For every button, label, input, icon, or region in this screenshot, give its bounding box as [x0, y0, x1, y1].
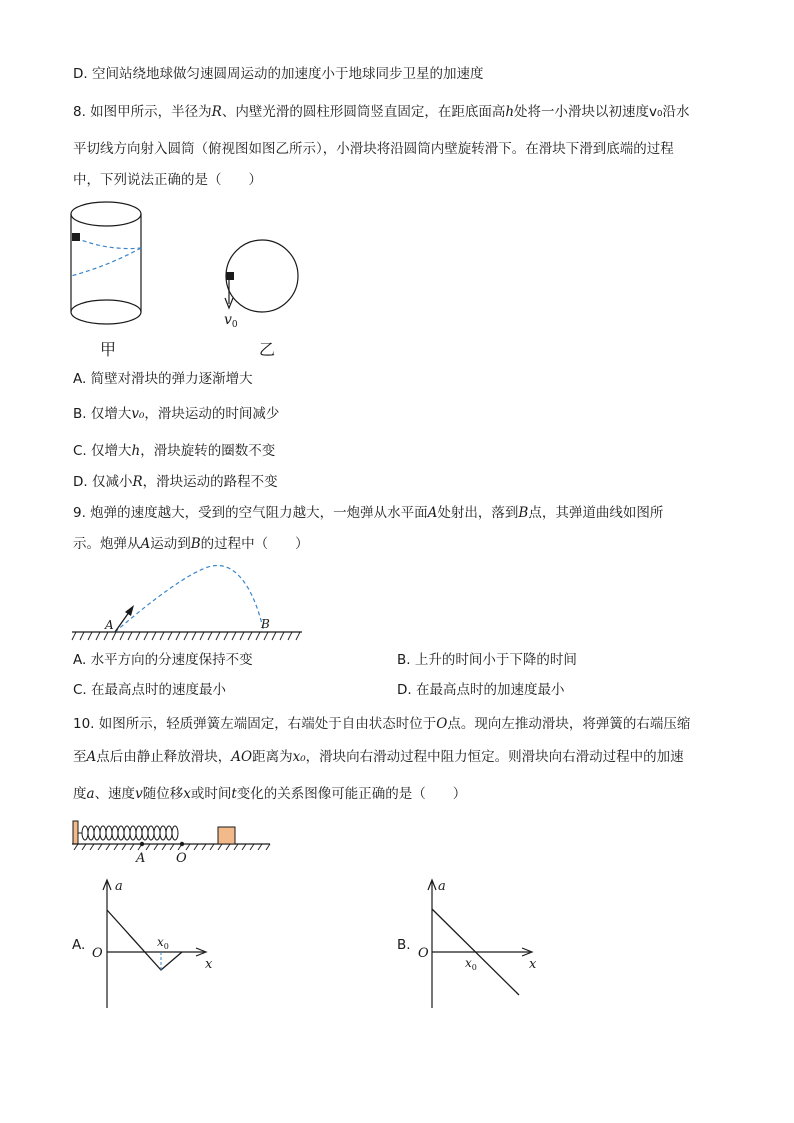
q8-label-yi: 乙 — [259, 340, 276, 359]
q8-option-c: C. 仅增大h，滑块旋转的圈数不变 — [73, 443, 276, 459]
slider-block-icon — [226, 272, 234, 280]
svg-text:x: x — [529, 957, 537, 972]
q7-option-d: D. 空间站绕地球做匀速圆周运动的加速度小于地球同步卫星的加速度 — [73, 66, 484, 82]
q9-point-a-label: A — [105, 618, 114, 632]
q10-graph-b — [416, 876, 556, 1012]
q10-stem-line3: 度a、速度v随位移x或时间t变化的关系图像可能正确的是（ ） — [73, 786, 467, 802]
q8-option-a: A. 简壁对滑块的弹力逐渐增大 — [73, 371, 253, 387]
q9-option-a: A. 水平方向的分速度保持不变 — [73, 652, 253, 668]
q9-option-c: C. 在最高点时的速度最小 — [73, 682, 227, 698]
q10-point-o-label: O — [176, 851, 187, 866]
q8-label-jia: 甲 — [100, 340, 117, 359]
svg-text:a: a — [115, 879, 123, 894]
launch-arrow-icon — [125, 605, 134, 616]
svg-text:x: x — [205, 957, 213, 972]
q8-option-b: B. 仅增大v₀，滑块运动的时间减少 — [73, 406, 280, 422]
slider-block-icon — [72, 233, 80, 241]
svg-text:O: O — [92, 946, 103, 961]
q10-stem-line1: 10. 如图所示，轻质弹簧左端固定，右端处于自由状态时位于O点。现向左推动滑块，将弹簧的右端压缩 — [73, 716, 691, 732]
q8-v0-label: $v_0$ — [224, 312, 238, 330]
svg-text:a: a — [438, 879, 446, 894]
q10-point-a-label: A — [136, 851, 146, 866]
q8-stem-line3: 中，下列说法正确的是（ ） — [73, 172, 262, 188]
q9-point-b-label: B — [261, 617, 270, 631]
svg-text:x0: $x_0$ — [465, 956, 477, 972]
q9-figure-trajectory — [72, 560, 306, 644]
q9-option-d: D. 在最高点时的加速度最小 — [397, 682, 565, 698]
svg-text:O: O — [418, 946, 429, 961]
q9-stem-line1: 9. 炮弹的速度越大，受到的空气阻力越大，一炮弹从水平面A处射出，落到B点，其弹道曲线如图所 — [73, 505, 664, 521]
q8-stem-line1: 8. 如图甲所示，半径为R、内壁光滑的圆柱形圆筒竖直固定，在距底面高h处将一小滑块以初速度v₀沿水 — [73, 104, 690, 120]
spring-coil-icon — [78, 826, 178, 840]
q9-stem-line2: 示。炮弹从A运动到B的过程中（ ） — [73, 536, 309, 552]
svg-text:x0: $x_0$ — [157, 935, 169, 951]
q8-stem-line2: 平切线方向射入圆筒（俯视图如图乙所示），小滑块将沿圆筒内壁旋转滑下。在滑块下滑到底端的过程 — [73, 141, 674, 157]
q8-figure-topview — [222, 238, 304, 330]
q9-option-b: B. 上升的时间小于下降的时间 — [397, 652, 577, 668]
q8-figure-cylinder — [68, 196, 148, 330]
q10-figure-spring — [72, 818, 274, 866]
q10-graph-b-option: B. — [397, 937, 411, 953]
q10-graph-a — [90, 876, 224, 1012]
slider-block-icon — [218, 827, 235, 844]
q8-option-d: D. 仅减小R，滑块运动的路程不变 — [73, 474, 278, 490]
q10-graph-a-option: A. — [72, 937, 86, 953]
q10-stem-line2: 至A点后由静止释放滑块，AO距离为x₀，滑块向右滑动过程中阻力恒定。则滑块向右滑动过程中的加速 — [73, 749, 684, 765]
